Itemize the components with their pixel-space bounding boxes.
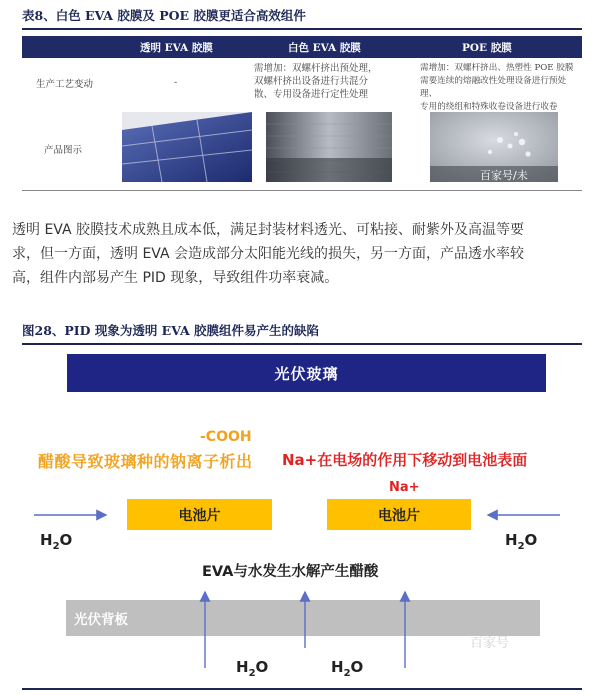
header-white-eva: 白色 EVA 胶膜 xyxy=(288,42,361,54)
sodium-migration-note: Na+在电场的作用下移动到电池表面 xyxy=(282,451,528,469)
h2o-left: $H_2O$ xyxy=(40,531,73,552)
paragraph-line: 高，组件内部易产生 PID 现象，导致组件功率衰减。 xyxy=(12,270,339,286)
paragraph-line: 透明 EVA 胶膜技术成熟且成本低，满足封装材料透光、可粘接、耐紫外及高温等要 xyxy=(12,222,525,238)
page-watermark: 百家号 xyxy=(470,636,510,651)
h2o-bottom-right: $H_2O$ xyxy=(331,658,364,679)
sodium-leaching-note: 醋酸导致玻璃种的钠离子析出 xyxy=(38,452,253,471)
cooh-label: -COOH xyxy=(200,429,252,445)
cell-left-label: 电池片 xyxy=(178,507,221,524)
process-poe-line: 需要连续的熔融改性处理设备进行预处理、 xyxy=(420,76,567,99)
paragraph-line: 求，但一方面，透明 EVA 会造成部分太阳能光线的损失，另一方面，产品透水率较 xyxy=(12,246,525,262)
figure-bottom-rule xyxy=(22,688,582,690)
cell-right-label: 电池片 xyxy=(378,507,420,524)
process-poe-line: 需增加：双螺杆挤出、热塑性 POE 胶膜 xyxy=(420,63,574,73)
header-poe: POE 胶膜 xyxy=(462,42,512,54)
pv-glass-label: 光伏玻璃 xyxy=(274,364,339,383)
h2o-bottom-left: $H_2O$ xyxy=(236,658,269,679)
h2o-right: $H_2O$ xyxy=(505,531,538,552)
header-transparent-eva: 透明 EVA 胶膜 xyxy=(140,42,213,54)
na-plus-label: Na+ xyxy=(389,480,420,495)
process-transparent: - xyxy=(174,77,178,88)
pv-backsheet-label: 光伏背板 xyxy=(74,612,128,628)
process-white-line: 双螺杆挤出设备进行共混分 xyxy=(254,76,369,87)
eva-hydrolysis-note: EVA与水发生水解产生醋酸 xyxy=(202,564,379,580)
process-poe-line: 专用的绕组和特殊收卷设备进行收卷 xyxy=(420,102,558,112)
table-title: 表8、白色 EVA 胶膜及 POE 胶膜更适合高效组件 xyxy=(22,8,306,23)
row-label-images: 产品图示 xyxy=(44,145,83,156)
figure-title: 图28、PID 现象为透明 EVA 胶膜组件易产生的缺陷 xyxy=(22,323,319,338)
image-watermark: 百家号/未 xyxy=(480,169,528,182)
process-white-line: 散、专用设备进行定性处理 xyxy=(254,89,369,100)
row-label-process: 生产工艺变动 xyxy=(36,79,94,90)
process-white-line: 需增加：双螺杆挤出预处理， xyxy=(254,63,378,74)
